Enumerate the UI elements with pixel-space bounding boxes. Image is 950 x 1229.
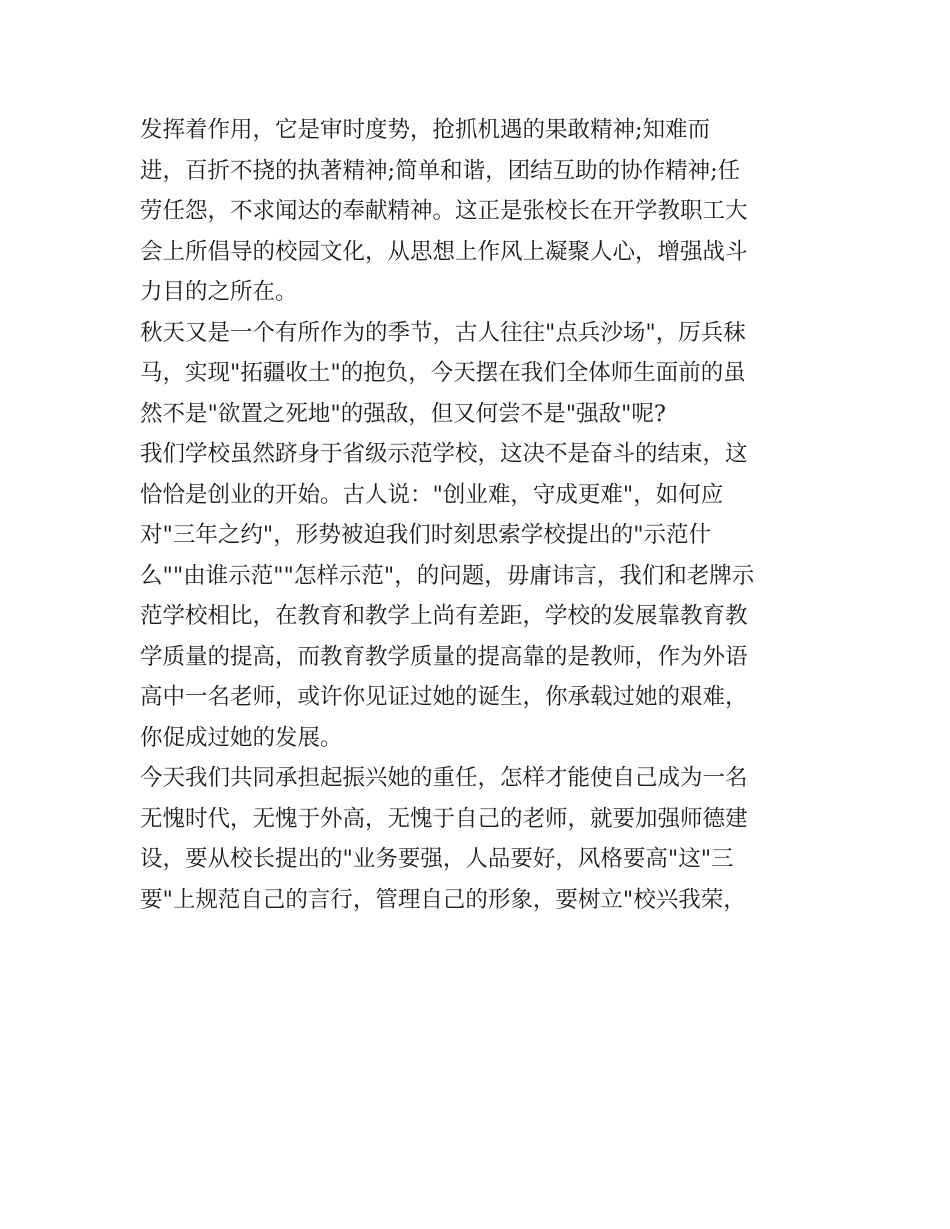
text-line: 要"上规范自己的言行，管理自己的形象，要树立"校兴我荣， <box>140 886 746 913</box>
text-line: 无愧时代，无愧于外高，无愧于自己的老师，就要加强师德建 <box>140 805 748 832</box>
text-line: 今天我们共同承担起振兴她的重任，怎样才能使自己成为一名 <box>140 765 748 791</box>
text-line: 范学校相比，在教育和教学上尚有差距，学校的发展靠教育教 <box>140 603 748 629</box>
text-line: 设，要从校长提出的"业务要强，人品要好，风格要高"这"三 <box>140 846 734 872</box>
text-line: 我们学校虽然跻身于省级示范学校，这决不是奋斗的结束，这 <box>140 441 748 467</box>
text-line: 恰恰是创业的开始。古人说："创业难，守成更难"，如何应 <box>140 481 724 508</box>
text-line: 劳任怨，不求闻达的奉献精神。这正是张校长在开学教职工大 <box>140 198 748 224</box>
text-line: 会上所倡导的校园文化，从思想上作风上凝聚人心，增强战斗 <box>140 238 748 265</box>
text-line: 学质量的提高，而教育教学质量的提高靠的是教师，作为外语 <box>140 643 748 670</box>
text-line: 秋天又是一个有所作为的季节，古人往往"点兵沙场"，厉兵秣 <box>140 319 746 346</box>
text-line: 高中一名老师，或许你见证过她的诞生，你承载过她的艰难， <box>140 684 748 710</box>
text-line: 你促成过她的发展。 <box>140 724 343 751</box>
text-line: 对"三年之约"，形势被迫我们时刻思索学校提出的"示范什 <box>140 522 712 548</box>
text-line: 力目的之所在。 <box>140 279 298 305</box>
body-text <box>140 110 820 920</box>
text-line: 发挥着作用，它是审时度势，抢抓机遇的果敢精神;知难而 <box>140 117 711 143</box>
text-line: 然不是"欲置之死地"的强敌，但又何尝不是"强敌"呢? <box>140 400 666 427</box>
text-line: 进，百折不挠的执著精神;简单和谐，团结互助的协作精神;任 <box>140 157 741 184</box>
text-line: 马，实现"拓疆收土"的抱负，今天摆在我们全体师生面前的虽 <box>140 360 746 386</box>
text-line: 么""由谁示范""怎样示范"，的问题，毋庸讳言，我们和老牌示 <box>140 562 755 589</box>
